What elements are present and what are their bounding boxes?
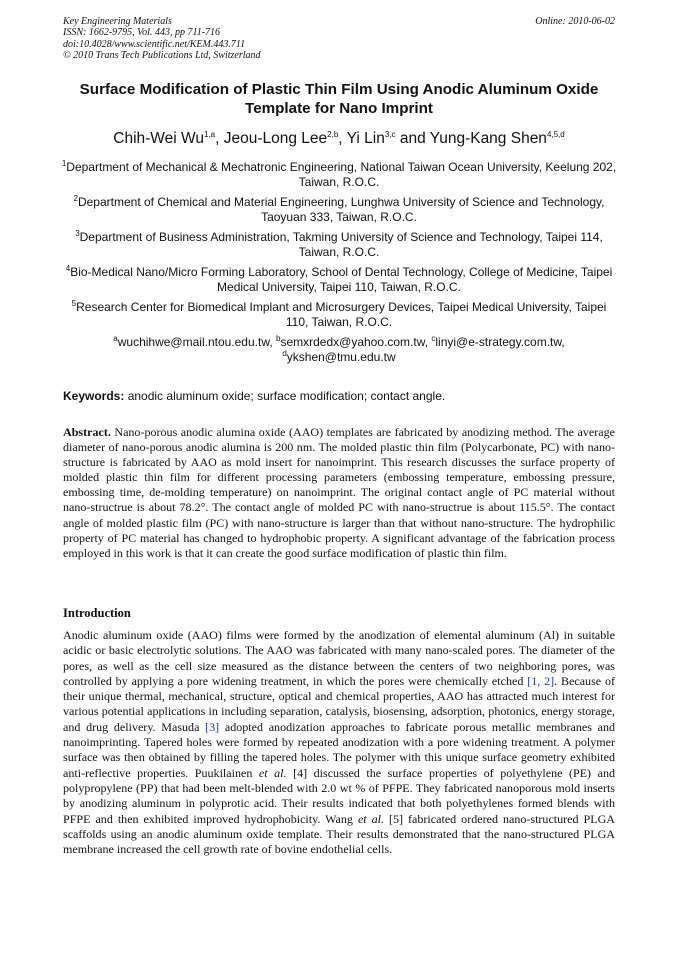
intro-etal: et al.	[258, 765, 287, 780]
citation-link[interactable]: [3]	[205, 719, 220, 734]
intro-text: . Because of their unique thermal, mechanical, structure, optical and chemical properties, AAO has attracted much interest for various potential applications in including separation, catalysis, biosensing, adsorption, photonics, energy storage, and drug delivery. Masuda	[63, 673, 615, 734]
email-link[interactable]: wuchihwe@mail.ntou.edu.tw	[117, 334, 270, 349]
intro-text: Anodic aluminum oxide (AAO) films were formed by the anodization of elemental aluminum (Al) in suitable acidic or basic electrolytic solutions. The AAO was fabricated with many nano-scaled pores. The diameter of the pores, as well as the cell size measured as the distance between the centers of two neighboring pores, was controlled by applying a pore widening treatment, in which the pores were chemically etched	[63, 628, 615, 688]
email-sup: c	[431, 333, 436, 343]
author-sup: 1,a	[204, 129, 216, 139]
journal-header	[63, 16, 463, 62]
email-sup: a	[113, 333, 118, 343]
introduction-body	[63, 628, 615, 857]
affiliation-text: Research Center for Biomedical Implant and Microsurgery Devices, Taipei Medical University, Taipei 110, Taiwan, R.O.C.	[76, 299, 607, 329]
affiliation-sup: 3	[75, 228, 80, 238]
affiliation-text: Department of Mechanical & Mechatronic Engineering, National Taiwan Ocean University, Keelung 202, Taiwan, R.O.C.	[66, 160, 617, 190]
intro-etal: et al.	[357, 811, 385, 826]
email-link[interactable]: linyi@e-strategy.com.tw	[435, 334, 562, 349]
abstract-label: Abstract.	[63, 425, 111, 439]
email-sup: d	[282, 348, 287, 358]
citation-link[interactable]: [1, 2]	[527, 673, 555, 688]
affiliation-sup: 4	[65, 263, 71, 273]
online-date: Online: 2010-06-02	[535, 16, 615, 27]
affiliation	[60, 300, 618, 330]
affiliation-list	[60, 160, 618, 365]
journal-issn: ISSN: 1662-9795, Vol. 443, pp 711-716	[63, 27, 221, 39]
keywords-label: Keywords:	[63, 389, 125, 403]
keywords	[63, 389, 618, 404]
author-sep: and	[395, 130, 430, 147]
author-name: Yi Lin	[346, 130, 385, 147]
author-sep: ,	[215, 130, 224, 147]
affiliation	[60, 195, 618, 225]
email-list: $^a$wuchihwe@mail.ntou.edu.tw, $^b$semxrdedx@yahoo.com.tw, $^c$linyi@e-strategy.com.tw, $^d$ykshen@tmu.edu.tw	[113, 333, 565, 364]
author-name: Jeou-Long Lee	[223, 130, 328, 147]
paper-title: Surface Modification of Plastic Thin Film Using Anodic Aluminum Oxide Template for Nano Imprint	[79, 81, 599, 117]
email-link[interactable]: ykshen@tmu.edu.tw	[286, 349, 396, 364]
abstract-text: Nano-porous anodic alumina oxide (AAO) templates are fabricated by anodizing method. The average diameter of nano-porous anodic alumina is 200 nm. The molded plastic thin film (Polycarbonate, PC) with nano-structure is fabricated by AAO as mold insert for nanoimprint. This research discusses the surface property of molded plastic thin film for different processing parameters (embossing temperature, embossing pressure, embossing time, de-molding temperature) on nanoimprint. The original contact angle of PC material without nano-structrue is about 78.2°. The contact angle of molded PC with nano-structrue is about 115.5°. The contact angle of molded plastic film (PC) with nano-structure is larger than that without nano-structure. The hydrophilic property of PC material has changed to hydrophobic property. A significant advantage of the fabrication process employed in this work is that it can create the good surface modification of plastic thin film.	[63, 425, 615, 560]
affiliation	[60, 265, 618, 295]
author-sup: 2,b	[327, 129, 339, 139]
author-name: Chih-Wei Wu	[113, 130, 204, 147]
author-sup: 3,c	[384, 129, 396, 139]
journal-copyright: © 2010 Trans Tech Publications Ltd, Switzerland	[63, 50, 261, 62]
affiliation	[60, 160, 618, 190]
author-sup: 4,5,d	[546, 129, 565, 139]
intro-text: [4] discussed the surface properties of polyethylene (PE) and polypropylene (PP) that had been melt-blended with 2.0 wt % of PFPE. They fabricated nanoporous mold inserts by anodizing aluminum in polyprotic acid. Their results indicated that both polyethylenes formed blends with PFPE and then exhibited improved hydrophobicity. Wang	[63, 765, 615, 826]
author-name: Yung-Kang Shen	[429, 130, 547, 147]
affiliation	[60, 230, 618, 260]
affiliation-text: Department of Chemical and Material Engineering, Lunghwa University of Science and Technology, Taoyuan 333, Taiwan, R.O.C.	[77, 194, 605, 225]
journal-doi: doi:10.4028/www.scientific.net/KEM.443.711	[63, 38, 246, 50]
author-list	[60, 129, 618, 149]
author-sep: ,	[338, 130, 347, 147]
affiliation-sup: 2	[73, 193, 78, 203]
introduction-heading: Introduction	[63, 606, 131, 620]
intro-text: adopted anodization approaches to fabricate porous metallic membranes and nanoimprinting. Tapered holes were formed by repeated anodization with a pore widening treatment. A polymer surface was then obtained by filling the tapered holes. The polymer with this unique surface geometry exhibited anti-reflective properties. Puukilainen	[63, 719, 615, 780]
journal-name: Key Engineering Materials	[63, 16, 172, 27]
email-sup: b	[276, 333, 281, 343]
affiliation-sup: 5	[71, 298, 77, 308]
affiliation-text: Department of Business Administration, Takming University of Science and Technology, Taipei 114, Taiwan, R.O.C.	[79, 229, 603, 260]
intro-text: [5] fabricated ordered nano-structured PLGA scaffolds using an anodic aluminum oxide template. Their results demonstrated that the nano-structured PLGA membrane increased the cell growth rate of bovine endothelial cells.	[63, 811, 615, 857]
affiliation-text: Bio-Medical Nano/Micro Forming Laboratory, School of Dental Technology, College of Medicine, Taipei Medical University, Taipei 110, Taiwan, R.O.C.	[70, 264, 613, 294]
affiliation-sup: 1	[61, 159, 67, 168]
abstract	[63, 425, 615, 561]
keywords-text: anodic aluminum oxide; surface modification; contact angle.	[124, 389, 446, 403]
email-link[interactable]: semxrdedx@yahoo.com.tw	[280, 334, 425, 349]
